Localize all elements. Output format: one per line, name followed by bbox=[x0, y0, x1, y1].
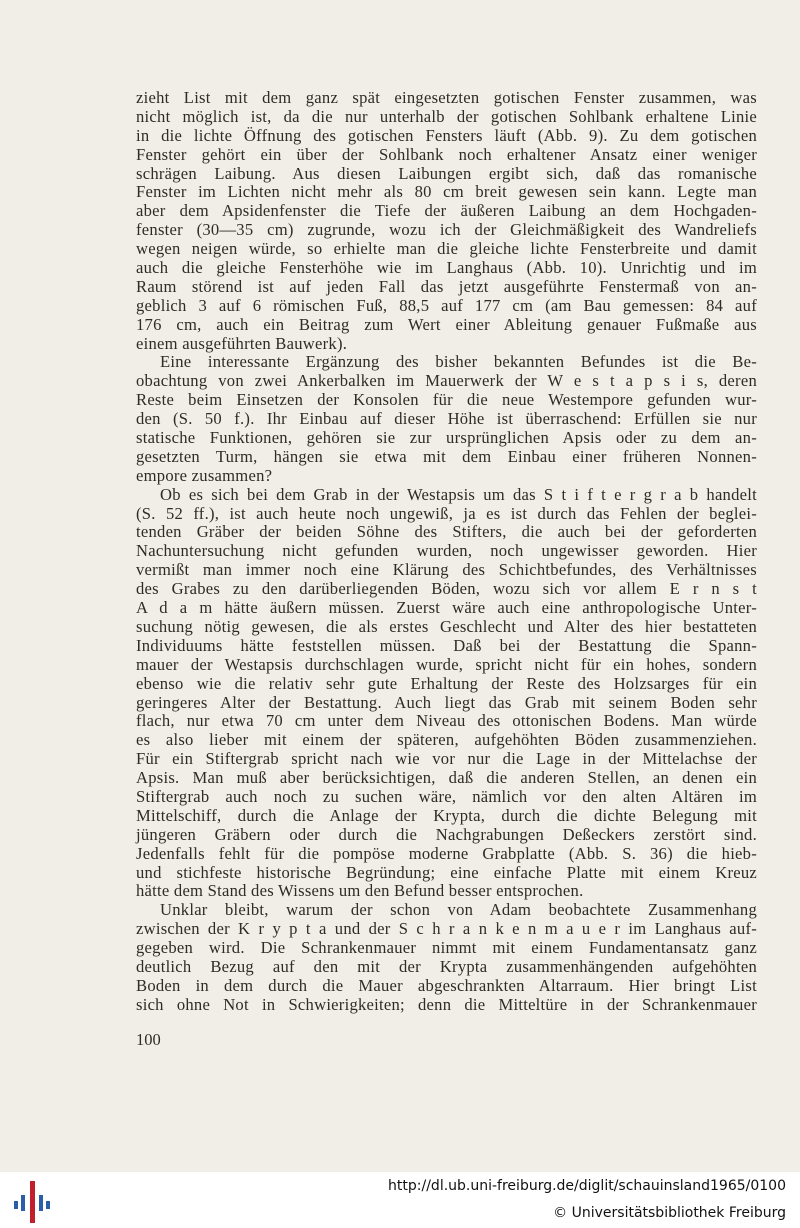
text-line: Mittelschiff, durch die Anlage der Krypta, durch die dichte Belegung mit bbox=[136, 805, 757, 825]
text-line: Nachuntersuchung nicht gefunden wurden, noch ungewisser geworden. Hier bbox=[136, 541, 757, 561]
text-line: des Grabes zu den darüberliegenden Böden, wozu sich vor allem E r n s t bbox=[136, 579, 757, 599]
text-line: mauer der Westapsis durchschlagen wurde, spricht nicht für ein hohes, sondern bbox=[136, 654, 757, 674]
text-line: schrägen Laibung. Aus diesen Laibungen ergibt sich, daß das romanische bbox=[136, 163, 757, 183]
paragraph bbox=[136, 353, 757, 485]
text-line: gegeben wird. Die Schrankenmauer nimmt mit einem Fundamentansatz ganz bbox=[136, 938, 757, 958]
text-line: Boden in dem durch die Mauer abgeschrankten Altarraum. Hier bringt List bbox=[136, 975, 757, 995]
university-library-logo-icon bbox=[12, 1181, 52, 1223]
copyright-notice: © Universitätsbibliothek Freiburg bbox=[553, 1205, 786, 1221]
text-line: obachtung von zwei Ankerbalken im Mauerwerk der W e s t a p s i s, deren bbox=[136, 371, 757, 391]
text-line: zieht List mit dem ganz spät eingesetzten gotischen Fenster zusammen, was bbox=[136, 88, 757, 107]
text-line: ebenso wie die relativ sehr gute Erhaltung der Reste des Holzsarges für ein bbox=[136, 673, 757, 693]
text-line: wegen neigen würde, so erhielte man die gleiche lichte Fensterbreite und damit bbox=[136, 239, 757, 259]
page-number: 100 bbox=[136, 1030, 161, 1049]
text-line: (S. 52 ff.), ist auch heute noch ungewiß, ja es ist durch das Fehlen der beglei- bbox=[136, 503, 757, 523]
text-line: vermißt man immer noch eine Klärung des Schichtbefundes, des Verhältnisses bbox=[136, 560, 757, 580]
text-line: Stiftergrab auch noch zu suchen wäre, nämlich vor den alten Altären im bbox=[136, 786, 757, 806]
text-line: Jedenfalls fehlt für die pompöse moderne Grabplatte (Abb. S. 36) die hieb- bbox=[136, 843, 757, 863]
text-line: Für ein Stiftergrab spricht nach wie vor nur die Lage in der Mittelachse der bbox=[136, 749, 757, 769]
text-line: Eine interessante Ergänzung des bisher bekannten Befundes ist die Be- bbox=[160, 352, 757, 372]
text-line: in die lichte Öffnung des gotischen Fensters läuft (Abb. 9). Zu dem gotischen bbox=[136, 125, 757, 145]
text-line: Individuums hätte feststellen müssen. Daß bei der Bestattung die Spann- bbox=[136, 635, 757, 655]
paragraph bbox=[136, 486, 757, 902]
text-line: zwischen der K r y p t a und der S c h r a n k e n m a u e r im Langhaus auf- bbox=[136, 919, 757, 939]
text-line: Ob es sich bei dem Grab in der Westapsis um das S t i f t e r g r a b handelt bbox=[160, 484, 757, 504]
text-line: flach, nur etwa 70 cm unter dem Niveau des ottonischen Bodens. Man würde bbox=[136, 711, 757, 731]
text-line: A d a m hätte äußern müssen. Zuerst wäre auch eine anthropologische Unter- bbox=[136, 598, 757, 618]
text-line: Reste beim Einsetzen der Konsolen für die neue Westempore gefunden wur- bbox=[136, 390, 757, 410]
source-url[interactable]: http://dl.ub.uni-freiburg.de/diglit/schauinsland1965/0100 bbox=[388, 1178, 786, 1194]
text-line: geblich 3 auf 6 römischen Fuß, 88,5 auf 177 cm (am Bau gemessen: 84 auf bbox=[136, 295, 757, 315]
text-line: auch die gleiche Fensterhöhe wie im Langhaus (Abb. 10). Unrichtig und im bbox=[136, 258, 757, 278]
text-line: fenster (30—35 cm) zugrunde, wozu ich der Gleichmäßigkeit des Wandreliefs bbox=[136, 220, 757, 240]
text-line: 176 cm, auch ein Beitrag zum Wert einer Ableitung genauer Fußmaße aus bbox=[136, 314, 757, 334]
text-line: einem ausgeführten Bauwerk). bbox=[136, 333, 348, 353]
text-line: aber dem Apsidenfenster die Tiefe der äußeren Laibung an dem Hochgaden- bbox=[136, 201, 757, 221]
text-line: hätte dem Stand des Wissens um den Befund besser entsprochen. bbox=[136, 881, 584, 901]
body-text bbox=[136, 89, 757, 1015]
text-line: den (S. 50 f.). Ihr Einbau auf dieser Höhe ist überraschend: Erfüllen sie nur bbox=[136, 409, 757, 429]
paragraph bbox=[136, 901, 757, 1014]
text-line: gesetzten Turm, hängen sie etwa mit dem Einbau einer früheren Nonnen- bbox=[136, 446, 757, 466]
text-line: Fenster im Lichten nicht mehr als 80 cm breit gewesen sein kann. Legte man bbox=[136, 182, 757, 202]
text-line: empore zusammen? bbox=[136, 465, 273, 485]
text-line: Raum störend ist auf jeden Fall das jetzt ausgeführte Fenstermaß von an- bbox=[136, 276, 757, 296]
text-line: deutlich Bezug auf den mit der Krypta zusammenhängenden aufgehöhten bbox=[136, 956, 757, 976]
paragraph bbox=[136, 89, 757, 353]
text-line: Apsis. Man muß aber berücksichtigen, daß die anderen Stellen, an denen ein bbox=[136, 768, 757, 788]
text-line: geringeres Alter der Bestattung. Auch liegt das Grab mit seinem Boden sehr bbox=[136, 692, 757, 712]
text-line: nicht möglich ist, da die nur unterhalb der gotischen Sohlbank erhaltene Linie bbox=[136, 106, 757, 126]
text-line: suchung nötig gewesen, die als erstes Geschlecht und Alter des hier bestatteten bbox=[136, 616, 757, 636]
text-line: tenden Gräber der beiden Söhne des Stifters, die auch bei der geforderten bbox=[136, 522, 757, 542]
text-line: es also lieber mit einem der späteren, aufgehöhten Böden zusammenziehen. bbox=[136, 730, 757, 750]
text-line: statische Funktionen, gehören sie zur ursprünglichen Apsis oder zu dem an- bbox=[136, 428, 757, 448]
text-line: jüngeren Gräbern oder durch die Nachgrabungen Deßeckers zerstört sind. bbox=[136, 824, 757, 844]
text-line: sich ohne Not in Schwierigkeiten; denn die Mitteltüre in der Schrankenmauer bbox=[136, 994, 757, 1014]
text-line: und stichfeste historische Begründung; eine einfache Platte mit einem Kreuz bbox=[136, 862, 757, 882]
text-line: Unklar bleibt, warum der schon von Adam beobachtete Zusammenhang bbox=[160, 900, 757, 920]
text-line: Fenster gehört ein über der Sohlbank noch erhaltener Ansatz einer weniger bbox=[136, 144, 757, 164]
